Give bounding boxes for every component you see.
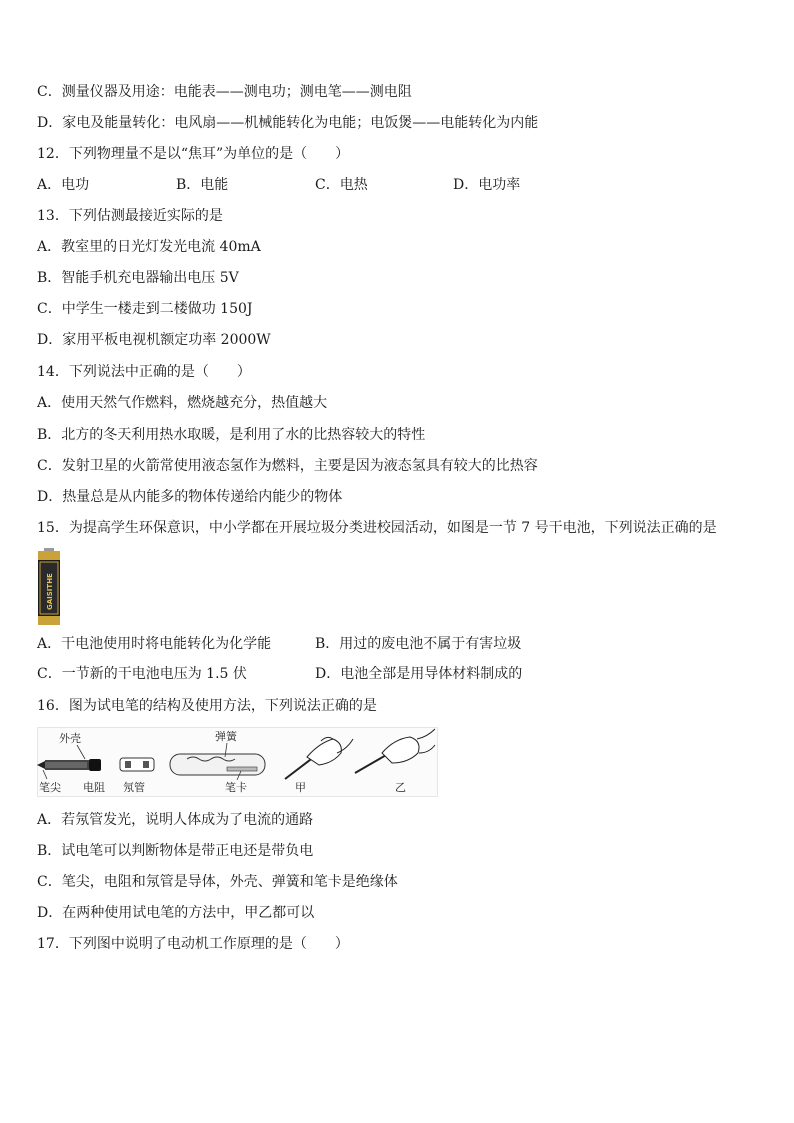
q13-option-c: C．中学生一楼走到二楼做功 150J xyxy=(37,301,253,317)
q15-option-a: A．干电池使用时将电能转化为化学能 xyxy=(37,636,272,652)
battery-figure xyxy=(37,548,61,626)
battery-brand-text: GAISITHE xyxy=(46,573,54,610)
label-jia: 甲 xyxy=(295,781,306,794)
q15-option-d: D．电池全部是用导体材料制成的 xyxy=(315,666,523,682)
q16-option-a: A．若氖管发光，说明人体成为了电流的通路 xyxy=(37,812,314,828)
test-pen-diagram xyxy=(37,727,438,797)
q13-stem: 13．下列估测最接近实际的是 xyxy=(37,208,223,224)
q12-stem: 12．下列物理量不是以“焦耳”为单位的是（ ） xyxy=(37,146,350,162)
q13-option-d: D．家用平板电视机额定功率 2000W xyxy=(37,332,271,348)
q16-stem: 16．图为试电笔的结构及使用方法，下列说法正确的是 xyxy=(37,698,377,714)
label-tip: 笔尖 xyxy=(39,781,61,794)
q15-option-c: C．一节新的干电池电压为 1.5 伏 xyxy=(37,666,247,682)
label-neon: 氖管 xyxy=(123,781,145,794)
q14-option-d: D．热量总是从内能多的物体传递给内能少的物体 xyxy=(37,489,343,505)
q17-stem: 17．下列图中说明了电动机工作原理的是（ ） xyxy=(37,936,349,952)
label-yi: 乙 xyxy=(395,781,406,794)
q16-option-c: C．笔尖，电阻和氖管是导体，外壳、弹簧和笔卡是绝缘体 xyxy=(37,874,398,890)
q13-option-a: A．教室里的日光灯发光电流 40mA xyxy=(37,239,261,255)
q15-option-b: B．用过的废电池不属于有害垃圾 xyxy=(315,636,522,652)
q14-option-c: C．发射卫星的火箭常使用液态氢作为燃料，主要是因为液态氢具有较大的比热容 xyxy=(37,458,538,474)
label-spring: 弹簧 xyxy=(215,730,237,743)
q11-option-c: C．测量仪器及用途：电能表——测电功；测电笔——测电阻 xyxy=(37,84,412,100)
q12-option-c: C．电热 xyxy=(315,177,368,193)
q16-option-b: B．试电笔可以判断物体是带正电还是带负电 xyxy=(37,843,314,859)
label-resistor: 电阻 xyxy=(83,781,105,794)
q12-option-b: B．电能 xyxy=(176,177,229,193)
q15-stem: 15．为提高学生环保意识，中小学都在开展垃圾分类进校园活动，如图是一节 7 号干电池，下列说法正确的是 xyxy=(37,520,717,536)
battery-image xyxy=(37,548,61,626)
label-shell: 外壳 xyxy=(59,732,81,745)
q13-option-b: B．智能手机充电器输出电压 5V xyxy=(37,270,239,286)
q14-option-a: A．使用天然气作燃料，燃烧越充分，热值越大 xyxy=(37,395,328,411)
label-clip: 笔卡 xyxy=(225,781,247,794)
q14-option-b: B．北方的冬天利用热水取暖，是利用了水的比热容较大的特性 xyxy=(37,427,426,443)
q12-option-d: D．电功率 xyxy=(453,177,521,193)
q14-stem: 14．下列说法中正确的是（ ） xyxy=(37,364,251,380)
q16-option-d: D．在两种使用试电笔的方法中，甲乙都可以 xyxy=(37,905,315,921)
q11-option-d: D．家电及能量转化：电风扇——机械能转化为电能；电饭煲——电能转化为内能 xyxy=(37,115,539,131)
test-pen-figure xyxy=(37,727,438,797)
q12-option-a: A．电功 xyxy=(37,177,90,193)
